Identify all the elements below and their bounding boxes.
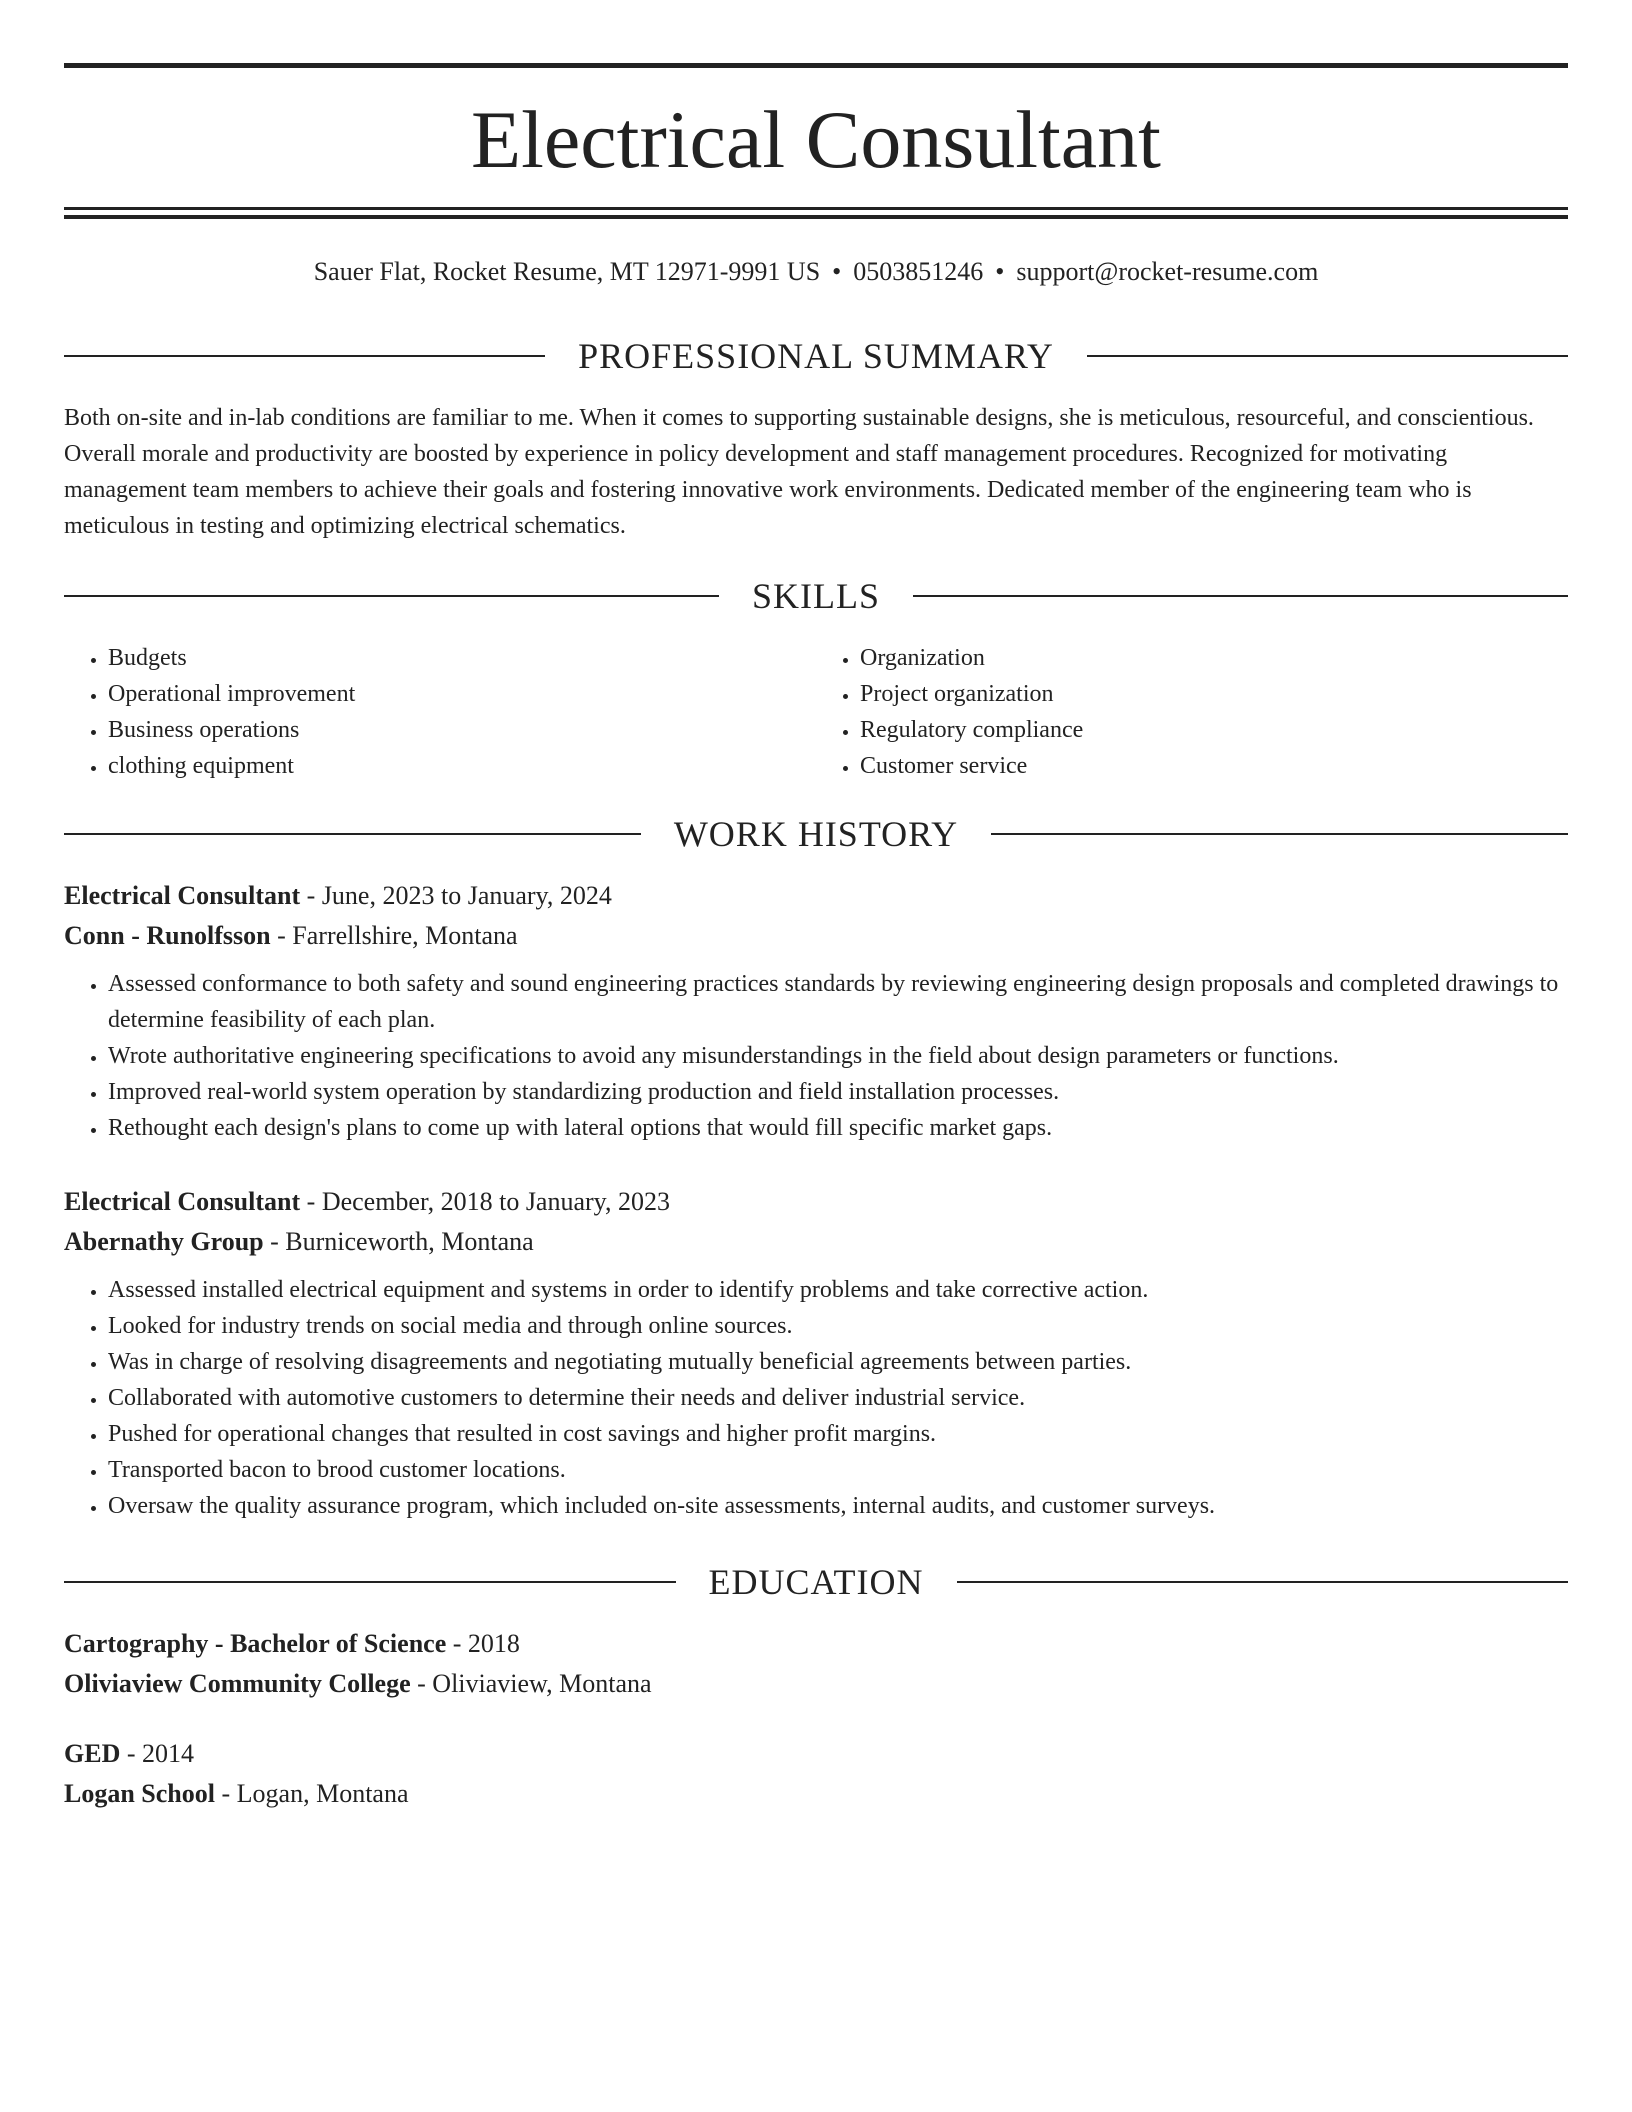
contact-line bbox=[64, 254, 1568, 290]
skill-item: • Project organization bbox=[860, 676, 1568, 712]
summary-text: Both on-site and in-lab conditions are familiar to me. When it comes to supporting sustainable designs, she is meticulous, resourceful, and conscientious. Overall morale and productivity are boosted by experience in policy development and staff management procedures. Recognized for motivating management team members to achieve their goals and fostering innovative work environments. Dedicated member of the engineering team who is meticulous in testing and optimizing electrical schematics. bbox=[64, 405, 1534, 539]
job-bullet: • Improved real-world system operation by standardizing production and field installation processes. bbox=[108, 1074, 1568, 1110]
job-company-line bbox=[64, 1222, 1568, 1262]
education-title: EDUCATION bbox=[708, 1562, 924, 1602]
skills-column-left bbox=[64, 640, 816, 784]
job-title-line bbox=[64, 876, 1568, 916]
job-entry bbox=[64, 876, 1568, 1146]
education-location: - Oliviaview, Montana bbox=[410, 1669, 652, 1698]
education-heading bbox=[64, 1560, 1568, 1604]
job-bullet: • Assessed conformance to both safety and sound engineering practices standards by reviewing engineering design proposals and completed drawings to determine feasibility of each plan. bbox=[108, 966, 1568, 1038]
heading-rule-left bbox=[64, 833, 641, 835]
resume-name: Electrical Consultant bbox=[471, 94, 1161, 185]
header-rule-upper bbox=[64, 207, 1568, 210]
job-bullet: • Looked for industry trends on social media and through online sources. bbox=[108, 1308, 1568, 1344]
skills-title: SKILLS bbox=[752, 576, 881, 616]
job-title-line bbox=[64, 1182, 1568, 1222]
job-bullet: • Assessed installed electrical equipment and systems in order to identify problems and take corrective action. bbox=[108, 1272, 1568, 1308]
contact-phone: 0503851246 bbox=[853, 257, 984, 286]
job-dates: - June, 2023 to January, 2024 bbox=[300, 881, 612, 910]
heading-rule-right bbox=[991, 833, 1568, 835]
work-heading bbox=[64, 812, 1568, 856]
skill-item: • Operational improvement bbox=[108, 676, 816, 712]
job-bullet: • Transported bacon to brood customer locations. bbox=[108, 1452, 1568, 1488]
job-title: Electrical Consultant bbox=[64, 881, 301, 910]
skill-item: • Budgets bbox=[108, 640, 816, 676]
education-entry bbox=[64, 1734, 1568, 1814]
summary-title: PROFESSIONAL SUMMARY bbox=[578, 336, 1054, 376]
heading-rule-right bbox=[1087, 355, 1568, 357]
education-degree-line bbox=[64, 1734, 1568, 1774]
education-entry bbox=[64, 1624, 1568, 1704]
education-degree: Cartography - Bachelor of Science bbox=[64, 1629, 447, 1658]
contact-email: support@rocket-resume.com bbox=[1016, 257, 1319, 286]
contact-address: Sauer Flat, Rocket Resume, MT 12971-9991 US bbox=[313, 257, 821, 286]
job-dates: - December, 2018 to January, 2023 bbox=[300, 1187, 670, 1216]
job-bullet: • Was in charge of resolving disagreements and negotiating mutually beneficial agreements between parties. bbox=[108, 1344, 1568, 1380]
skill-item: • Business operations bbox=[108, 712, 816, 748]
contact-separator: • bbox=[995, 257, 1005, 286]
education-location: - Logan, Montana bbox=[215, 1779, 409, 1808]
skill-item: • Customer service bbox=[860, 748, 1568, 784]
job-bullet: • Collaborated with automotive customers to determine their needs and deliver industrial service. bbox=[108, 1380, 1568, 1416]
heading-rule-left bbox=[64, 355, 545, 357]
job-company: Conn - Runolfsson bbox=[64, 921, 271, 950]
job-company-line bbox=[64, 916, 1568, 956]
work-title: WORK HISTORY bbox=[673, 814, 959, 854]
job-location: - Burniceworth, Montana bbox=[263, 1227, 534, 1256]
job-company: Abernathy Group bbox=[64, 1227, 264, 1256]
education-school: Oliviaview Community College bbox=[64, 1669, 411, 1698]
job-bullet: • Rethought each design's plans to come up with lateral options that would fill specific market gaps. bbox=[108, 1110, 1568, 1146]
skills-list bbox=[64, 640, 1568, 784]
education-school-line bbox=[64, 1774, 1568, 1814]
education-year: - 2018 bbox=[446, 1629, 520, 1658]
job-bullet: • Wrote authoritative engineering specifications to avoid any misunderstandings in the field about design parameters or functions. bbox=[108, 1038, 1568, 1074]
heading-rule-right bbox=[913, 595, 1568, 597]
summary-heading bbox=[64, 334, 1568, 378]
heading-rule-right bbox=[957, 1581, 1569, 1583]
header-rule-lower bbox=[64, 215, 1568, 219]
job-bullets bbox=[64, 966, 1568, 1146]
skill-item: • Regulatory compliance bbox=[860, 712, 1568, 748]
contact-separator: • bbox=[832, 257, 842, 286]
top-rule bbox=[64, 63, 1568, 68]
job-entry bbox=[64, 1182, 1568, 1524]
skills-heading bbox=[64, 574, 1568, 618]
skill-item: • Organization bbox=[860, 640, 1568, 676]
skills-column-right bbox=[816, 640, 1568, 784]
education-year: - 2014 bbox=[120, 1739, 195, 1768]
skill-item: • clothing equipment bbox=[108, 748, 816, 784]
job-bullet: • Pushed for operational changes that resulted in cost savings and higher profit margins. bbox=[108, 1416, 1568, 1452]
job-bullets bbox=[64, 1272, 1568, 1524]
heading-rule-left bbox=[64, 1581, 676, 1583]
job-location: - Farrellshire, Montana bbox=[270, 921, 518, 950]
job-title: Electrical Consultant bbox=[64, 1187, 301, 1216]
education-degree: GED bbox=[64, 1739, 121, 1768]
education-degree-line bbox=[64, 1624, 1568, 1664]
job-bullet: • Oversaw the quality assurance program, which included on-site assessments, internal audits, and customer surveys. bbox=[108, 1488, 1568, 1524]
education-school: Logan School bbox=[64, 1779, 215, 1808]
heading-rule-left bbox=[64, 595, 719, 597]
education-school-line bbox=[64, 1664, 1568, 1704]
